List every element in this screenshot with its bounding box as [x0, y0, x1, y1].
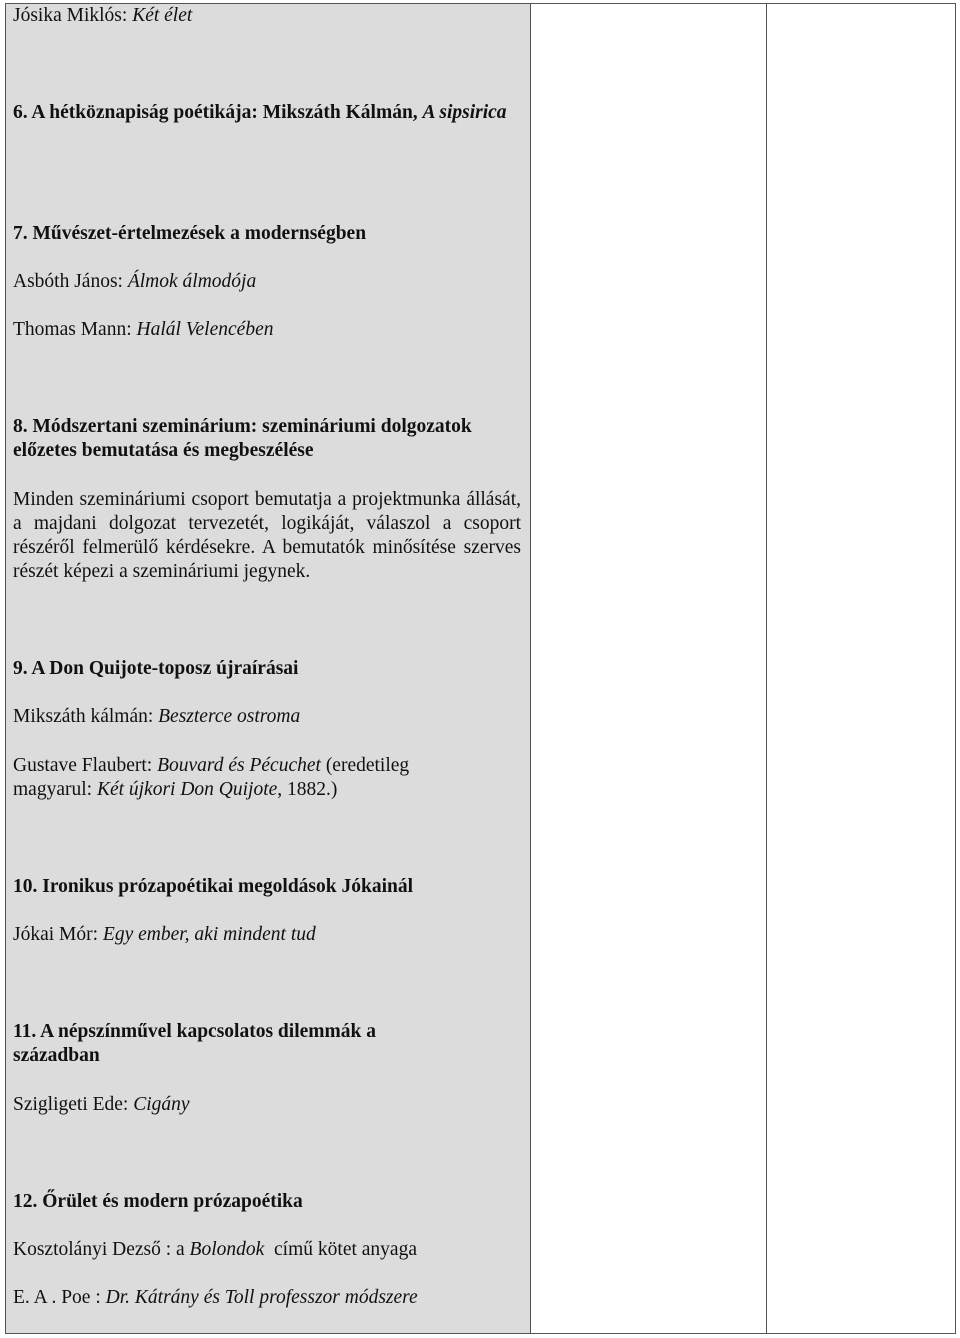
- empty-column-2: [531, 3, 766, 1334]
- section-10-heading: 10. Ironikus prózapoétikai megoldások Jókainál: [13, 876, 414, 897]
- section-12-heading: 12. Őrület és modern prózapoétika: [13, 1191, 303, 1212]
- section-9-heading: 9. A Don Quijote-toposz újraírásai: [13, 658, 299, 679]
- section-12-item-2: E. A . Poe : Dr. Kátrány és Toll professzor módszere: [13, 1287, 418, 1308]
- section-9-item-2: Gustave Flaubert: Bouvard és Pécuchet (eredetileg magyarul: Két újkori Don Quijote, 1882.): [13, 755, 410, 800]
- intro-author: Jósika Miklós:: [13, 5, 133, 26]
- section-9-item-1: Mikszáth kálmán: Beszterce ostroma: [13, 706, 301, 727]
- section-7-heading: 7. Művészet-értelmezések a modernségben: [13, 223, 367, 244]
- section-11-heading: 11. A népszínművel kapcsolatos dilemmák a században: [13, 1021, 376, 1066]
- section-11-item: Szigligeti Ede: Cigány: [13, 1094, 190, 1115]
- section-12-item-1: Kosztolányi Dezső : a Bolondok című kötet anyaga: [13, 1239, 417, 1260]
- section-8-heading: 8. Módszertani szeminárium: szemináriumi dolgozatok előzetes bemutatása és megbeszélése: [13, 416, 472, 461]
- section-7-item-2: Thomas Mann: Halál Velencében: [13, 319, 274, 340]
- section-7-item-1: Asbóth János: Álmok álmodója: [13, 271, 257, 292]
- section-8-paragraph: Minden szemináriumi csoport bemutatja a projektmunka állását, a majdani dolgozat tervezetét, logikáját, válaszol a csoport részéről felmerülő kérdésekre. A bemutatók minősítése szerves részét képezi a szemináriumi jegynek.: [13, 489, 521, 582]
- intro-work: Két élet: [132, 5, 193, 26]
- empty-column-3: [766, 3, 956, 1334]
- section-6-title-work: A sipsirica: [422, 102, 507, 123]
- section-6-heading: 6. A hétköznapiság poétikája: Mikszáth Kálmán, A sipsirica: [13, 102, 507, 123]
- intro-reading: [13, 4, 521, 28]
- section-10-item: Jókai Mór: Egy ember, aki mindent tud: [13, 924, 316, 945]
